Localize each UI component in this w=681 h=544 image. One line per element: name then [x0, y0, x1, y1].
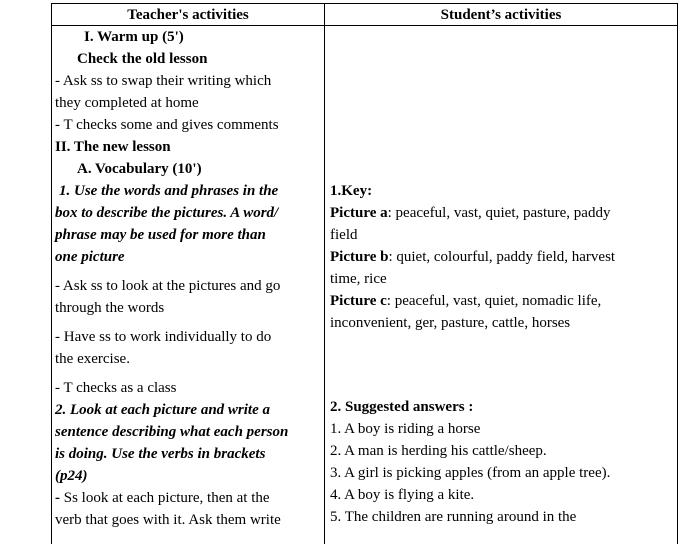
- suggested-answers-heading: 2. Suggested answers :: [330, 399, 474, 415]
- class-check-line: - T checks as a class: [55, 380, 177, 396]
- task1-line-3: phrase may be used for more than: [55, 227, 266, 243]
- picture-a-label: Picture a: [330, 205, 388, 221]
- swap-instruction-line-2: they completed at home: [55, 95, 199, 111]
- work-instruction-line-2: the exercise.: [55, 351, 130, 367]
- warmup-heading: I. Warm up (5'): [84, 29, 184, 45]
- picture-c-label: Picture c: [330, 293, 387, 309]
- ss-instruction-dash: -: [55, 490, 60, 506]
- answer-line-4: 4. A boy is flying a kite.: [330, 487, 475, 503]
- task1-line-4: one picture: [55, 249, 125, 265]
- ss-instruction-line-2: verb that goes with it. Ask them write: [55, 512, 281, 528]
- ss-instruction-text: Ss look at each picture, then at the: [60, 490, 270, 506]
- student-activities-column: [330, 180, 674, 334]
- student-activities-header: Student’s activities: [440, 7, 562, 23]
- picture-b-line: [330, 246, 674, 268]
- picture-b-label: Picture b: [330, 249, 389, 265]
- lesson-plan-table: [51, 3, 678, 544]
- answer-line-5: 5. The children are running around in the: [330, 509, 577, 525]
- answer-line-2: 2. A man is herding his cattle/sheep.: [330, 443, 547, 459]
- task2-line-1: 2. Look at each picture and write a: [55, 402, 270, 418]
- task2-line-2: sentence describing what each person: [55, 424, 289, 440]
- task1-line-2: box to describe the pictures. A word/: [55, 205, 279, 221]
- new-lesson-heading: II. The new lesson: [55, 139, 171, 155]
- task2-line-4: (p24): [55, 468, 88, 484]
- key-heading: 1.Key:: [330, 183, 373, 199]
- task1-line-1: 1. Use the words and phrases in the: [59, 183, 279, 199]
- picture-b-continuation: time, rice: [330, 271, 387, 287]
- task2-line-3: is doing. Use the verbs in brackets: [55, 446, 266, 462]
- picture-a-text: : peaceful, vast, quiet, pasture, paddy: [387, 205, 611, 221]
- suggested-answers-block: [330, 396, 674, 528]
- picture-c-text: : peaceful, vast, quiet, nomadic life,: [386, 293, 602, 309]
- table-header-row: [52, 4, 677, 26]
- picture-a-line: [330, 202, 674, 224]
- vocabulary-heading: A. Vocabulary (10'): [77, 161, 202, 177]
- picture-c-continuation: inconvenient, ger, pasture, cattle, horses: [330, 315, 571, 331]
- check-old-lesson-heading: Check the old lesson: [77, 51, 208, 67]
- work-instruction-line-1: - Have ss to work individually to do: [55, 329, 272, 345]
- picture-b-text: : quiet, colourful, paddy field, harvest: [388, 249, 616, 265]
- teacher-checks-line: - T checks some and gives comments: [55, 117, 279, 133]
- look-instruction-line-1: - Ask ss to look at the pictures and go: [55, 278, 281, 294]
- look-instruction-line-2: through the words: [55, 300, 165, 316]
- answer-line-1: 1. A boy is riding a horse: [330, 421, 481, 437]
- ss-instruction-line-1: [55, 487, 321, 509]
- picture-a-continuation: field: [330, 227, 358, 243]
- teacher-activities-column: [55, 26, 321, 531]
- answer-line-3: 3. A girl is picking apples (from an apple tree).: [330, 465, 611, 481]
- swap-instruction-line-1: - Ask ss to swap their writing which: [55, 73, 272, 89]
- picture-c-line: [330, 290, 674, 312]
- column-divider: [324, 4, 325, 544]
- teacher-activities-header: Teacher's activities: [127, 7, 249, 23]
